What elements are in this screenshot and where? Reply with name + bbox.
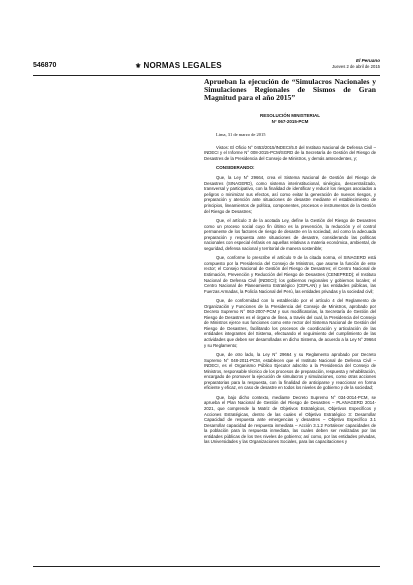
masthead-logo-icon: ⚜ <box>135 63 142 70</box>
issue-date: Jueves 2 de abril de 2015 <box>332 64 380 69</box>
body-paragraph: Que, el artículo 3 de la acotada Ley, define la Gestión del Riesgo de Desastres como un proceso social cuyo fin último es la prevención, la reducción y el control permanente de los factores de riesgo de desastre en la sociedad, así como la adecuada preparación y respuesta ante situaciones de desastre, considerando las políticas nacionales con especial énfasis en aquellas relativas a materia económica, ambiental, de seguridad, defensa nacional y territorial de manera sostenible; <box>204 218 376 251</box>
header-info <box>332 58 380 70</box>
page-number: 546870 <box>33 62 57 69</box>
masthead <box>135 61 222 70</box>
body-paragraph: Que, la Ley N° 29664, crea el Sistema Nacional de Gestión del Riesgo de Desastres (SINAGERD), como sistema interinstitucional, sinérgico, descentralizado, transversal y participativo, con la finalidad de identificar y reducir los riesgos asociados a peligros o minimizar sus efectos, así como evitar la generación de nuevos riesgos, y preparación y atención ante situaciones de desastre mediante el establecimiento de principios, lineamientos de política, componentes, procesos e instrumentos de la Gestión del Riesgo de Desastres; <box>204 175 376 214</box>
resolution-title: RESOLUCIÓN MINISTERIAL <box>259 112 320 118</box>
headline: Aprueban la ejecución de “Simulacros Nacionales y Simulaciones Regionales de Sismos de Gran Magnitud para el año 2015” <box>204 77 376 103</box>
right-column <box>204 78 376 449</box>
resolution-number: N° 067-2015-PCM <box>271 118 309 124</box>
body-paragraph: Que, conforme lo prescribe el artículo 9 de la citada norma, el SINAGERD está compuesto por la Presidencia del Consejo de Ministros, que asume la función de ente rector; el Consejo Nacional de Gestión del Riesgo de Desastres; el Centro Nacional de Estimación, Prevención y Reducción del Riesgo de Desastres (CENEPRED); el Instituto Nacional de Defensa Civil (INDECI); los gobiernos regionales y gobiernos locales; el Centro Nacional de Planeamiento Estratégico (CEPLAN) y las entidades públicas, las Fuerzas Armadas, la Policía Nacional del Perú, las entidades privadas y la sociedad civil; <box>204 255 376 294</box>
dateline: Lima, 31 de marzo de 2015 <box>216 131 266 137</box>
body-paragraph: Que, de otro lado, la Ley N° 29664 y su Reglamento aprobado por Decreto Supremo N° 048-2011-PCM, establecen que el Instituto Nacional de Defensa Civil – INDECI, es el Organismo Público Ejecutor adscrito a la Presidencia del Consejo de Ministros, responsable técnico de los procesos de preparación, respuesta y rehabilitación, encargado de promover la ejecución de simulacros y simulaciones, como otras acciones preparatorias para la respuesta, con la finalidad de anticiparse y reaccionar en forma eficiente y eficaz, en caso de desastre en todos los niveles de gobierno y de la sociedad; <box>204 352 376 391</box>
page-header <box>0 58 413 76</box>
footer-rule <box>33 566 380 567</box>
masthead-title: NORMAS LEGALES <box>143 61 222 70</box>
newspaper-name: El Peruano <box>356 58 380 63</box>
vistos-paragraph: Vistos: El Oficio N° 0453/2015/INDECI/5.0 del Instituto Nacional de Defensa Civil – INDECI y el Informe N° 008-2015-PCM/SGRD de la Secretaría de Gestión del Riesgo de Desastres de la Presidencia del Consejo de Ministros, y demás antecedentes, y; <box>204 144 376 161</box>
header-rule <box>33 75 380 76</box>
body-paragraph: Que, de conformidad con lo establecido por el artículo 4 del Reglamento de Organización y Funciones de la Presidencia del Consejo de Ministros, aprobado por Decreto Supremo N° 063-2007-PCM y sus modificatorias, la Secretaría de Gestión del Riesgo de Desastres es el órgano de línea, a través del cual, la Presidencia del Consejo de Ministros ejerce sus funciones como ente rector del Sistema Nacional de Gestión del Riesgo de Desastres, facilitando los procesos de coordicación y articulación de las entidades integrantes del Sistema, efectuando el seguimiento del cumplimiento de las actividades que deben ser desarrolladas en dicho Sistema, de acuerdo a la Ley N° 29664 y su Reglamento; <box>204 298 376 348</box>
considerando-heading: CONSIDERANDO: <box>216 165 255 171</box>
body-paragraph: Que, bajo dicho contexto, mediante Decreto Supremo N° 034-2014-PCM, se aprueba el Plan Nacional de Gestión del Riesgo de Desastres – PLANAGERD 2014-2021, que comprende la Matriz de Objetivos Estratégicos, Objetivos Específicos y Acciones Estratégicas, dentro de las cuales el Objetivo Estratégico 3: Desarrollar Capacidad de respuesta ante emergencias y desastres – Objetivo Específico 3.1 Desarrollar capacidad de respuesta inmediata – Acción 3.1.2 Fortalecer capacidades de la población para la respuesta inmediata, las cuales deben ser realizadas por las entidades públicas de los tres niveles de gobierno; así como, por las entidades privadas, las Universidades y las Organizaciones Sociales, para las capacitaciones y <box>204 394 376 445</box>
